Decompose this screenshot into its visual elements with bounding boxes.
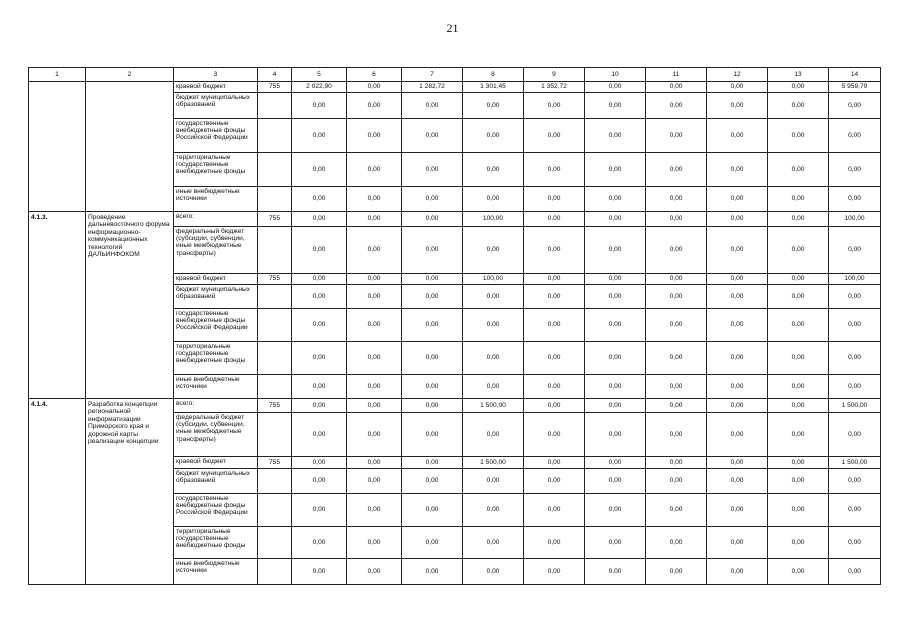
amount-cell: 0,00: [768, 309, 829, 342]
amount-cell: 0,00: [402, 342, 463, 375]
amount-cell: 0,00: [646, 469, 707, 494]
amount-cell: 0,00: [829, 342, 881, 375]
amount-cell: 0,00: [646, 399, 707, 413]
funding-source: иные внебюджетные источники: [174, 187, 258, 212]
amount-cell: 0,00: [347, 413, 402, 457]
amount-cell: 0,00: [292, 342, 347, 375]
amount-cell: 0,00: [768, 285, 829, 309]
amount-cell: 0,00: [585, 527, 646, 559]
amount-cell: 0,00: [524, 469, 585, 494]
amount-cell: 0,00: [768, 227, 829, 274]
amount-cell: 0,00: [585, 212, 646, 227]
column-header: 4: [258, 68, 292, 82]
amount-cell: 0,00: [707, 153, 768, 187]
amount-cell: 0,00: [524, 342, 585, 375]
amount-cell: 0,00: [402, 399, 463, 413]
amount-cell: 0,00: [524, 375, 585, 399]
amount-cell: 0,00: [768, 399, 829, 413]
amount-cell: 0,00: [524, 559, 585, 585]
amount-cell: 0,00: [707, 527, 768, 559]
funding-source: государственные внебюджетные фонды Российской Федерации: [174, 494, 258, 527]
amount-cell: 0,00: [829, 285, 881, 309]
amount-cell: 0,00: [585, 375, 646, 399]
amount-cell: 0,00: [585, 469, 646, 494]
funding-source: государственные внебюджетные фонды Российской Федерации: [174, 119, 258, 153]
amount-cell: 0,00: [292, 527, 347, 559]
amount-cell: 0,00: [463, 285, 524, 309]
budget-table: [28, 67, 881, 585]
amount-cell: 0,00: [585, 559, 646, 585]
amount-cell: 0,00: [829, 119, 881, 153]
amount-cell: 0,00: [292, 212, 347, 227]
column-header: 6: [347, 68, 402, 82]
amount-cell: 0,00: [402, 559, 463, 585]
department-code: 755: [258, 399, 292, 413]
amount-cell: 0,00: [829, 309, 881, 342]
amount-cell: 0,00: [402, 285, 463, 309]
amount-cell: 0,00: [292, 375, 347, 399]
amount-cell: 0,00: [402, 527, 463, 559]
amount-cell: 0,00: [292, 153, 347, 187]
column-header: 9: [524, 68, 585, 82]
amount-cell: 0,00: [463, 375, 524, 399]
amount-cell: 0,00: [646, 187, 707, 212]
amount-cell: 0,00: [768, 559, 829, 585]
amount-cell: 100,00: [829, 212, 881, 227]
amount-cell: 0,00: [524, 413, 585, 457]
column-header: 1: [29, 68, 86, 82]
amount-cell: 0,00: [646, 457, 707, 469]
amount-cell: 1 500,00: [463, 399, 524, 413]
funding-source: бюджет муниципальных образований: [174, 469, 258, 494]
column-header: 3: [174, 68, 258, 82]
amount-cell: 1 500,00: [829, 457, 881, 469]
amount-cell: 0,00: [829, 227, 881, 274]
department-code: 755: [258, 457, 292, 469]
amount-cell: 0,00: [829, 494, 881, 527]
amount-cell: 0,00: [646, 82, 707, 93]
column-header: 12: [707, 68, 768, 82]
amount-cell: 0,00: [292, 559, 347, 585]
funding-source: федеральный бюджет (субсидии, субвенции, иные межбюджетные трансферты): [174, 413, 258, 457]
amount-cell: 0,00: [646, 342, 707, 375]
amount-cell: 0,00: [707, 274, 768, 285]
amount-cell: 0,00: [585, 187, 646, 212]
amount-cell: 0,00: [347, 119, 402, 153]
amount-cell: 0,00: [402, 212, 463, 227]
department-code: 755: [258, 274, 292, 285]
amount-cell: 0,00: [402, 375, 463, 399]
amount-cell: 0,00: [292, 274, 347, 285]
funding-source: территориальные государственные внебюджетные фонды: [174, 342, 258, 375]
amount-cell: 0,00: [829, 413, 881, 457]
amount-cell: 0,00: [524, 212, 585, 227]
department-code: [258, 494, 292, 527]
amount-cell: 0,00: [768, 93, 829, 119]
amount-cell: 0,00: [707, 227, 768, 274]
amount-cell: 0,00: [463, 469, 524, 494]
table-header: [29, 68, 881, 82]
amount-cell: 100,00: [463, 274, 524, 285]
amount-cell: 0,00: [463, 342, 524, 375]
item-code: 4.1.3.: [29, 212, 86, 399]
amount-cell: 0,00: [585, 274, 646, 285]
amount-cell: 0,00: [646, 309, 707, 342]
funding-source: государственные внебюджетные фонды Российской Федерации: [174, 309, 258, 342]
amount-cell: 0,00: [707, 187, 768, 212]
funding-source: иные внебюджетные источники: [174, 559, 258, 585]
amount-cell: 0,00: [829, 527, 881, 559]
funding-source: бюджет муниципальных образований: [174, 285, 258, 309]
amount-cell: 0,00: [707, 285, 768, 309]
amount-cell: 0,00: [768, 274, 829, 285]
amount-cell: 0,00: [463, 187, 524, 212]
department-code: [258, 309, 292, 342]
amount-cell: 0,00: [646, 212, 707, 227]
amount-cell: 0,00: [292, 227, 347, 274]
amount-cell: 0,00: [463, 119, 524, 153]
amount-cell: 0,00: [524, 494, 585, 527]
amount-cell: 100,00: [463, 212, 524, 227]
item-code: 4.1.4.: [29, 399, 86, 585]
amount-cell: 0,00: [463, 227, 524, 274]
amount-cell: 0,00: [347, 494, 402, 527]
amount-cell: 0,00: [646, 559, 707, 585]
amount-cell: 0,00: [524, 227, 585, 274]
amount-cell: 0,00: [402, 413, 463, 457]
department-code: [258, 119, 292, 153]
amount-cell: 0,00: [347, 399, 402, 413]
column-header: 5: [292, 68, 347, 82]
amount-cell: 1 282,72: [402, 82, 463, 93]
department-code: [258, 227, 292, 274]
amount-cell: 0,00: [347, 342, 402, 375]
amount-cell: 0,00: [347, 375, 402, 399]
amount-cell: 0,00: [646, 494, 707, 527]
amount-cell: 0,00: [292, 93, 347, 119]
column-header: 13: [768, 68, 829, 82]
amount-cell: 0,00: [402, 153, 463, 187]
amount-cell: 0,00: [585, 153, 646, 187]
header-row: [29, 68, 881, 82]
amount-cell: 0,00: [585, 285, 646, 309]
funding-source: территориальные государственные внебюджетные фонды: [174, 527, 258, 559]
amount-cell: 0,00: [347, 274, 402, 285]
department-code: [258, 413, 292, 457]
department-code: [258, 342, 292, 375]
amount-cell: 0,00: [707, 375, 768, 399]
amount-cell: 0,00: [646, 227, 707, 274]
amount-cell: 0,00: [829, 153, 881, 187]
amount-cell: 0,00: [463, 527, 524, 559]
amount-cell: 0,00: [292, 309, 347, 342]
amount-cell: 0,00: [585, 342, 646, 375]
item-name: Проведение дальневосточного форума информационно-коммуникационных технологий ДАЛЬИНФОКОМ: [86, 212, 174, 399]
amount-cell: 0,00: [585, 399, 646, 413]
amount-cell: 0,00: [768, 153, 829, 187]
amount-cell: 0,00: [585, 119, 646, 153]
amount-cell: 0,00: [768, 375, 829, 399]
funding-source: краевой бюджет: [174, 82, 258, 93]
amount-cell: 0,00: [585, 93, 646, 119]
amount-cell: 0,00: [347, 212, 402, 227]
department-code: [258, 285, 292, 309]
amount-cell: 0,00: [585, 494, 646, 527]
amount-cell: 0,00: [707, 413, 768, 457]
amount-cell: 0,00: [463, 93, 524, 119]
amount-cell: 0,00: [707, 309, 768, 342]
amount-cell: 0,00: [829, 187, 881, 212]
amount-cell: 0,00: [768, 413, 829, 457]
department-code: [258, 375, 292, 399]
amount-cell: 0,00: [347, 527, 402, 559]
amount-cell: 5 959,79: [829, 82, 881, 93]
amount-cell: 0,00: [585, 413, 646, 457]
amount-cell: 0,00: [524, 309, 585, 342]
amount-cell: 0,00: [524, 457, 585, 469]
amount-cell: 1 500,00: [829, 399, 881, 413]
amount-cell: 0,00: [524, 153, 585, 187]
amount-cell: 1 301,45: [463, 82, 524, 93]
amount-cell: 1 352,72: [524, 82, 585, 93]
amount-cell: 0,00: [347, 469, 402, 494]
department-code: [258, 187, 292, 212]
amount-cell: 0,00: [402, 119, 463, 153]
item-name: Разработка концепции региональной информатизации Приморского края и дорожной карты реализации концепции: [86, 399, 174, 585]
amount-cell: 100,00: [829, 274, 881, 285]
amount-cell: 0,00: [646, 119, 707, 153]
amount-cell: 0,00: [768, 119, 829, 153]
amount-cell: 0,00: [292, 285, 347, 309]
amount-cell: 0,00: [585, 457, 646, 469]
funding-source: иные внебюджетные источники: [174, 375, 258, 399]
amount-cell: 0,00: [347, 187, 402, 212]
funding-source: территориальные государственные внебюджетные фонды: [174, 153, 258, 187]
column-header: 2: [86, 68, 174, 82]
amount-cell: 0,00: [768, 527, 829, 559]
funding-source: краевой бюджет: [174, 274, 258, 285]
department-code: 755: [258, 82, 292, 93]
item-name: [86, 82, 174, 212]
amount-cell: 0,00: [524, 187, 585, 212]
amount-cell: 0,00: [402, 494, 463, 527]
amount-cell: 0,00: [768, 494, 829, 527]
department-code: 755: [258, 212, 292, 227]
table-row: [29, 82, 881, 93]
column-header: 10: [585, 68, 646, 82]
column-header: 7: [402, 68, 463, 82]
amount-cell: 0,00: [707, 399, 768, 413]
amount-cell: 0,00: [707, 119, 768, 153]
amount-cell: 0,00: [524, 527, 585, 559]
amount-cell: 0,00: [707, 212, 768, 227]
amount-cell: 0,00: [402, 274, 463, 285]
amount-cell: 0,00: [347, 82, 402, 93]
funding-source: бюджет муниципальных образований: [174, 93, 258, 119]
amount-cell: 0,00: [292, 469, 347, 494]
amount-cell: 0,00: [646, 274, 707, 285]
department-code: [258, 527, 292, 559]
table-row: [29, 212, 881, 227]
amount-cell: 0,00: [292, 457, 347, 469]
amount-cell: 0,00: [707, 457, 768, 469]
department-code: [258, 153, 292, 187]
amount-cell: 0,00: [463, 413, 524, 457]
page-number: 21: [446, 21, 459, 35]
amount-cell: 0,00: [524, 93, 585, 119]
amount-cell: 0,00: [347, 93, 402, 119]
amount-cell: 0,00: [707, 93, 768, 119]
amount-cell: 0,00: [707, 559, 768, 585]
amount-cell: 2 022,90: [292, 82, 347, 93]
amount-cell: 0,00: [524, 119, 585, 153]
amount-cell: 0,00: [347, 153, 402, 187]
amount-cell: 0,00: [402, 469, 463, 494]
amount-cell: 0,00: [463, 309, 524, 342]
department-code: [258, 559, 292, 585]
amount-cell: 0,00: [402, 457, 463, 469]
amount-cell: 1 500,00: [463, 457, 524, 469]
amount-cell: 0,00: [292, 413, 347, 457]
amount-cell: 0,00: [292, 187, 347, 212]
amount-cell: 0,00: [646, 153, 707, 187]
amount-cell: 0,00: [768, 469, 829, 494]
amount-cell: 0,00: [402, 187, 463, 212]
department-code: [258, 93, 292, 119]
amount-cell: 0,00: [768, 212, 829, 227]
amount-cell: 0,00: [768, 457, 829, 469]
table-row: [29, 399, 881, 413]
amount-cell: 0,00: [646, 285, 707, 309]
item-code: [29, 82, 86, 212]
amount-cell: 0,00: [292, 494, 347, 527]
funding-source: краевой бюджет: [174, 457, 258, 469]
amount-cell: 0,00: [646, 413, 707, 457]
amount-cell: 0,00: [292, 399, 347, 413]
department-code: [258, 469, 292, 494]
amount-cell: 0,00: [646, 375, 707, 399]
amount-cell: 0,00: [768, 187, 829, 212]
amount-cell: 0,00: [347, 285, 402, 309]
amount-cell: 0,00: [347, 309, 402, 342]
column-header: 14: [829, 68, 881, 82]
table-body: [29, 82, 881, 585]
amount-cell: 0,00: [585, 227, 646, 274]
amount-cell: 0,00: [463, 494, 524, 527]
amount-cell: 0,00: [829, 93, 881, 119]
funding-source: всего:: [174, 399, 258, 413]
amount-cell: 0,00: [707, 82, 768, 93]
funding-source: федеральный бюджет (субсидии, субвенции, иные межбюджетные трансферты): [174, 227, 258, 274]
amount-cell: 0,00: [829, 375, 881, 399]
amount-cell: 0,00: [585, 82, 646, 93]
amount-cell: 0,00: [707, 494, 768, 527]
amount-cell: 0,00: [463, 559, 524, 585]
amount-cell: 0,00: [524, 399, 585, 413]
amount-cell: 0,00: [829, 469, 881, 494]
amount-cell: 0,00: [524, 274, 585, 285]
amount-cell: 0,00: [463, 153, 524, 187]
amount-cell: 0,00: [347, 559, 402, 585]
amount-cell: 0,00: [768, 342, 829, 375]
amount-cell: 0,00: [646, 527, 707, 559]
amount-cell: 0,00: [646, 93, 707, 119]
amount-cell: 0,00: [402, 309, 463, 342]
column-header: 8: [463, 68, 524, 82]
amount-cell: 0,00: [524, 285, 585, 309]
column-header: 11: [646, 68, 707, 82]
amount-cell: 0,00: [707, 469, 768, 494]
amount-cell: 0,00: [347, 457, 402, 469]
amount-cell: 0,00: [829, 559, 881, 585]
amount-cell: 0,00: [707, 342, 768, 375]
funding-source: всего:: [174, 212, 258, 227]
amount-cell: 0,00: [347, 227, 402, 274]
amount-cell: 0,00: [585, 309, 646, 342]
amount-cell: 0,00: [402, 93, 463, 119]
amount-cell: 0,00: [768, 82, 829, 93]
amount-cell: 0,00: [292, 119, 347, 153]
amount-cell: 0,00: [402, 227, 463, 274]
